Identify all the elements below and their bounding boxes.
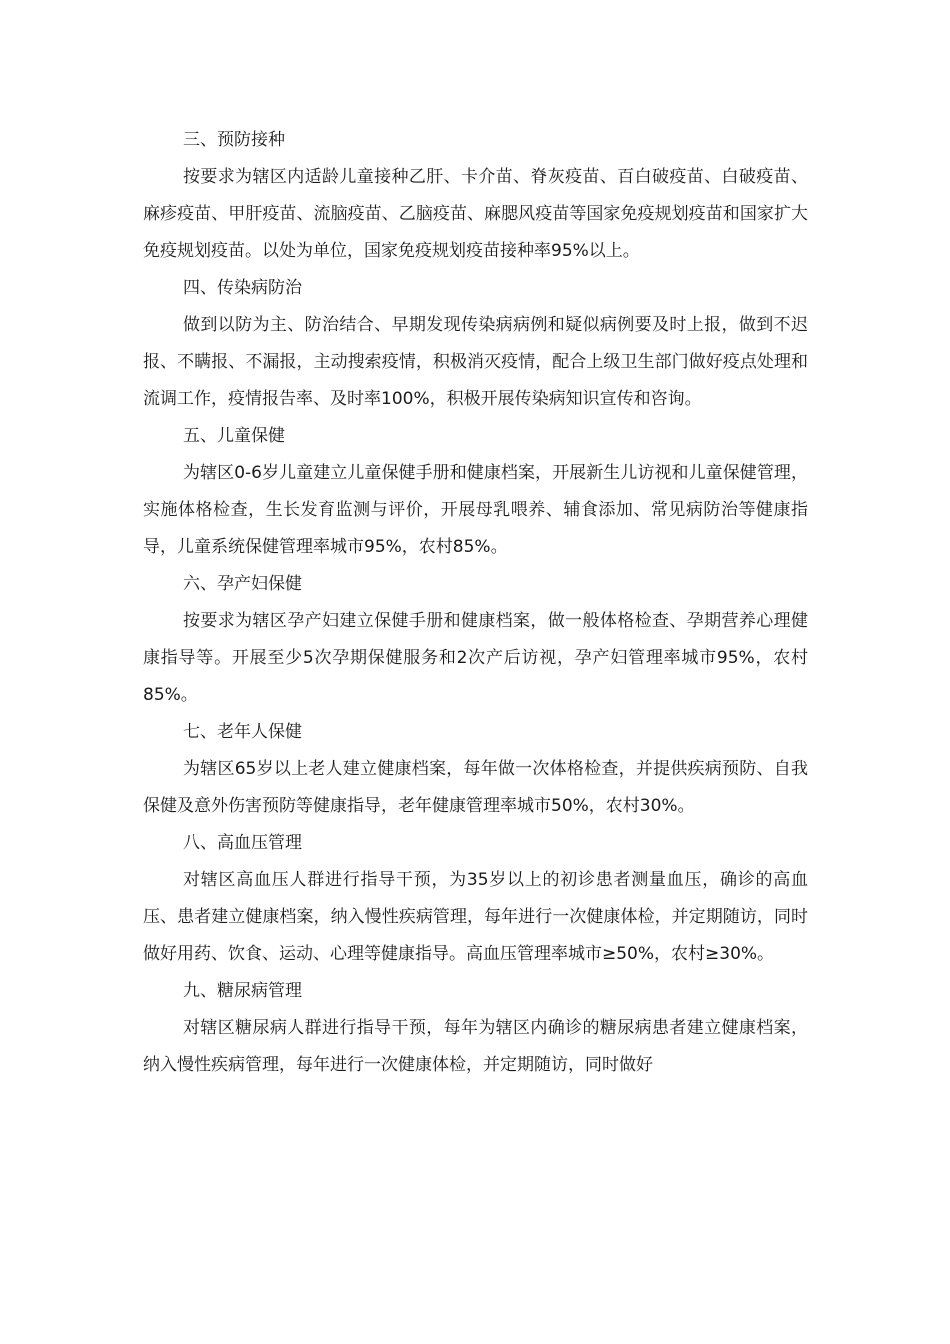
- section-paragraph: 为辖区65岁以上老人建立健康档案，每年做一次体格检查，并提供疾病预防、自我保健及意外伤害预防等健康指导，老年健康管理率城市50%，农村30%。: [143, 759, 808, 816]
- section-maternal-health: [143, 566, 808, 714]
- section-heading: 八、高血压管理: [183, 833, 302, 853]
- section-heading: 五、儿童保健: [183, 426, 285, 446]
- section-heading: 六、孕产妇保健: [183, 574, 302, 594]
- section-paragraph: 按要求为辖区孕产妇建立保健手册和健康档案，做一般体格检查、孕期营养心理健康指导等。开展至少5次孕期保健服务和2次产后访视，孕产妇管理率城市95%，农村85%。: [143, 611, 808, 705]
- section-vaccination: [143, 122, 808, 270]
- section-paragraph: 做到以防为主、防治结合、早期发现传染病病例和疑似病例要及时上报，做到不迟报、不瞒报、不漏报，主动搜索疫情，积极消灭疫情，配合上级卫生部门做好疫点处理和流调工作，疫情报告率、及时率100%，积极开展传染病知识宣传和咨询。: [143, 315, 808, 409]
- section-hypertension: [143, 825, 808, 973]
- section-heading: 九、糖尿病管理: [183, 981, 302, 1001]
- section-elderly-health: [143, 714, 808, 825]
- section-paragraph: 为辖区0-6岁儿童建立儿童保健手册和健康档案，开展新生儿访视和儿童保健管理，实施体格检查，生长发育监测与评价，开展母乳喂养、辅食添加、常见病防治等健康指导，儿童系统保健管理率城市95%，农村85%。: [143, 463, 808, 557]
- section-heading: 四、传染病防治: [183, 278, 302, 298]
- section-paragraph: 对辖区糖尿病人群进行指导干预，每年为辖区内确诊的糖尿病患者建立健康档案，纳入慢性疾病管理，每年进行一次健康体检，并定期随访，同时做好: [143, 1018, 808, 1075]
- section-paragraph: 按要求为辖区内适龄儿童接种乙肝、卡介苗、脊灰疫苗、百白破疫苗、白破疫苗、麻疹疫苗、甲肝疫苗、流脑疫苗、乙脑疫苗、麻腮风疫苗等国家免疫规划疫苗和国家扩大免疫规划疫苗。以处为单位，国家免疫规划疫苗接种率95%以上。: [143, 167, 808, 261]
- section-child-health: [143, 418, 808, 566]
- section-diabetes: [143, 973, 808, 1084]
- section-paragraph: 对辖区高血压人群进行指导干预，为35岁以上的初诊患者测量血压，确诊的高血压、患者建立健康档案，纳入慢性疾病管理，每年进行一次健康体检，并定期随访，同时做好用药、饮食、运动、心理等健康指导。高血压管理率城市≥50%，农村≥30%。: [143, 870, 808, 964]
- section-heading: 三、预防接种: [183, 130, 285, 150]
- document-page: [143, 122, 808, 1084]
- section-infectious-disease: [143, 270, 808, 418]
- section-heading: 七、老年人保健: [183, 722, 302, 742]
